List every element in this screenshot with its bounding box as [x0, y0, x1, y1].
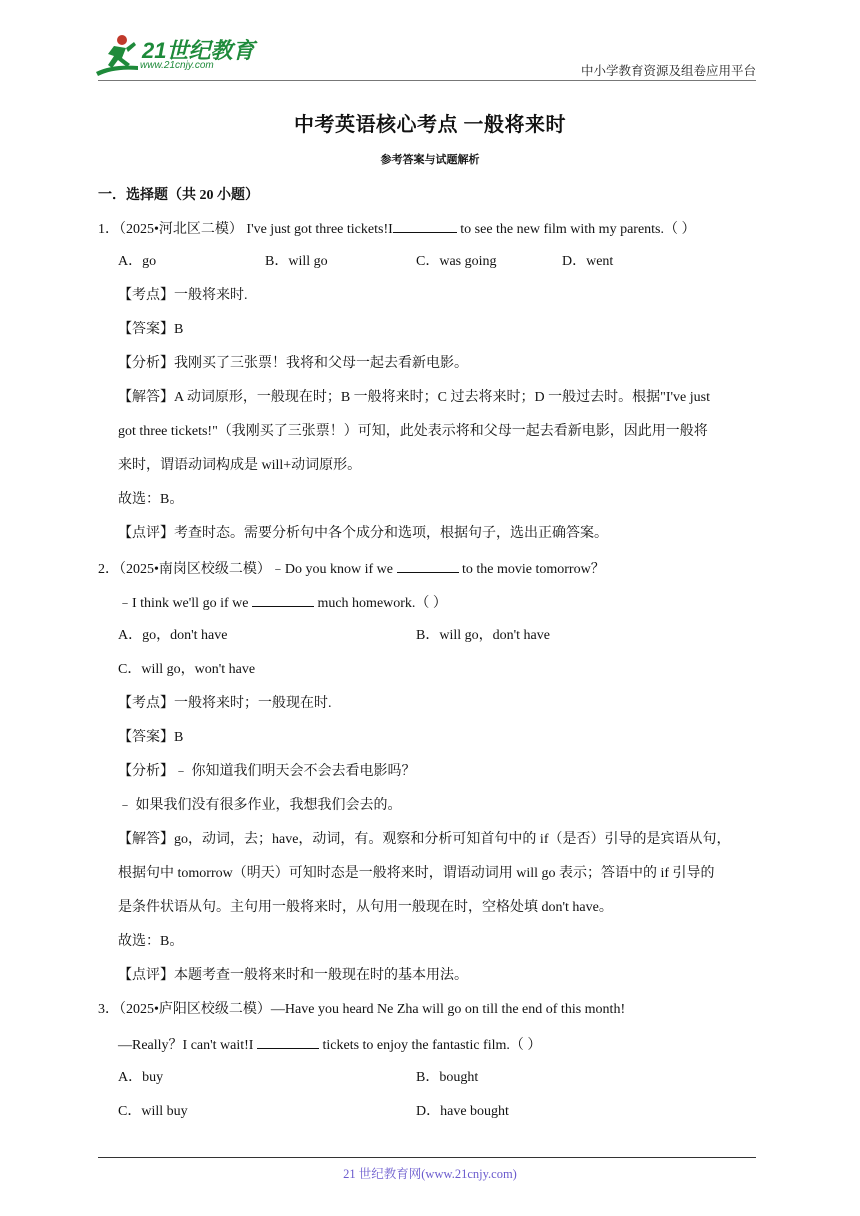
- analysis-line-2: ﹣ 如果我们没有很多作业，我想我们会去的。: [118, 798, 402, 813]
- answer-label: 【答案】B: [118, 322, 184, 337]
- analysis-text: 【分析】我刚买了三张票！我将和父母一起去看新电影。: [118, 356, 468, 371]
- option-c[interactable]: C．will buy: [118, 1104, 188, 1119]
- question-2-stem: [98, 559, 605, 579]
- solution-line-1: 【解答】A 动词原形，一般现在时；B 一般将来时；C 过去将来时；D 一般过去时。根据"I've just: [118, 390, 710, 405]
- page-header: [0, 0, 860, 90]
- final-choice: 故选：B。: [118, 934, 184, 949]
- answer-label: 【答案】B: [118, 730, 184, 745]
- option-a[interactable]: A．buy: [118, 1070, 164, 1085]
- answer-blank: [252, 593, 314, 607]
- option-a[interactable]: A．go: [118, 254, 157, 269]
- answer-blank: [397, 559, 459, 573]
- option-c[interactable]: C．was going: [416, 254, 497, 269]
- comment-text: 【点评】本题考查一般将来时和一般现在时的基本用法。: [118, 968, 468, 983]
- solution-line-2: 根据句中 tomorrow（明天）可知时态是一般将来时，谓语动词用 will go 表示；答语中的 if 引导的: [118, 866, 715, 881]
- kaodian-label: 【考点】一般将来时.: [118, 288, 248, 303]
- solution-line-1: 【解答】go，动词，去；have，动词，有。观察和分析可知首句中的 if（是否）引导的是宾语从句，: [118, 832, 731, 847]
- analysis-line-1: 【分析】﹣ 你知道我们明天会不会去看电影吗？: [118, 764, 416, 779]
- question-2-line-2-text: ﹣I think we'll go if we: [118, 596, 252, 611]
- option-b[interactable]: B．will go: [265, 254, 328, 269]
- question-2-line-2: [118, 593, 447, 613]
- question-1-stem-text: 1．（2025•河北区二模） I've just got three tickets!I: [98, 222, 393, 237]
- comment-text: 【点评】考查时态。需要分析句中各个成分和选项，根据句子，选出正确答案。: [118, 526, 608, 541]
- footer-divider: [98, 1157, 756, 1158]
- option-c[interactable]: C．will go，won't have: [118, 662, 256, 677]
- question-3-stem: 3．（2025•庐阳区校级二模）—Have you heard Ne Zha will go on till the end of this month!: [98, 1002, 626, 1017]
- solution-line-3: 来时，谓语动词构成是 will+动词原形。: [118, 458, 362, 473]
- logo-url: www.21cnjy.com: [140, 60, 214, 71]
- option-a[interactable]: A．go，don't have: [118, 628, 228, 643]
- question-2-stem-text-end: to the movie tomorrow？: [458, 562, 605, 577]
- question-1-stem: [98, 219, 696, 239]
- solution-line-2: got three tickets!"（我刚买了三张票！）可知，此处表示将和父母一起去看新电影，因此用一般将: [118, 424, 708, 439]
- answer-blank: [393, 219, 457, 233]
- platform-name: 中小学教育资源及组卷应用平台: [580, 64, 756, 78]
- document-title: 中考英语核心考点 一般将来时: [294, 114, 566, 136]
- option-d[interactable]: D．have bought: [416, 1104, 509, 1119]
- logo-text: 21世纪教育: [142, 38, 255, 63]
- question-1-stem-text-end: to see the new film with my parents.（ ）: [456, 222, 696, 237]
- document-subtitle: 参考答案与试题解析: [380, 154, 480, 166]
- kaodian-label: 【考点】一般将来时；一般现在时.: [118, 696, 332, 711]
- answer-blank: [257, 1035, 319, 1049]
- section-heading: 一．选择题（共 20 小题）: [98, 188, 259, 203]
- question-2-stem-text: 2．（2025•南岗区校级二模）﹣Do you know if we: [98, 562, 397, 577]
- option-b[interactable]: B．bought: [416, 1070, 479, 1085]
- question-3-line-2: [118, 1035, 541, 1055]
- runner-icon: [92, 32, 142, 78]
- header-divider: [98, 80, 756, 81]
- site-logo[interactable]: [92, 32, 262, 80]
- question-3-line-2-text: —Really？I can't wait!I: [118, 1038, 257, 1053]
- final-choice: 故选：B。: [118, 492, 184, 507]
- footer-link[interactable]: 21 世纪教育网(www.21cnjy.com): [343, 1167, 517, 1181]
- solution-line-3: 是条件状语从句。主句用一般将来时，从句用一般现在时，空格处填 don't have。: [118, 900, 613, 915]
- option-b[interactable]: B．will go，don't have: [416, 628, 550, 643]
- question-2-line-2-text-end: much homework.（ ）: [313, 596, 447, 611]
- option-d[interactable]: D．went: [562, 254, 614, 269]
- question-3-line-2-text-end: tickets to enjoy the fantastic film.（ ）: [318, 1038, 542, 1053]
